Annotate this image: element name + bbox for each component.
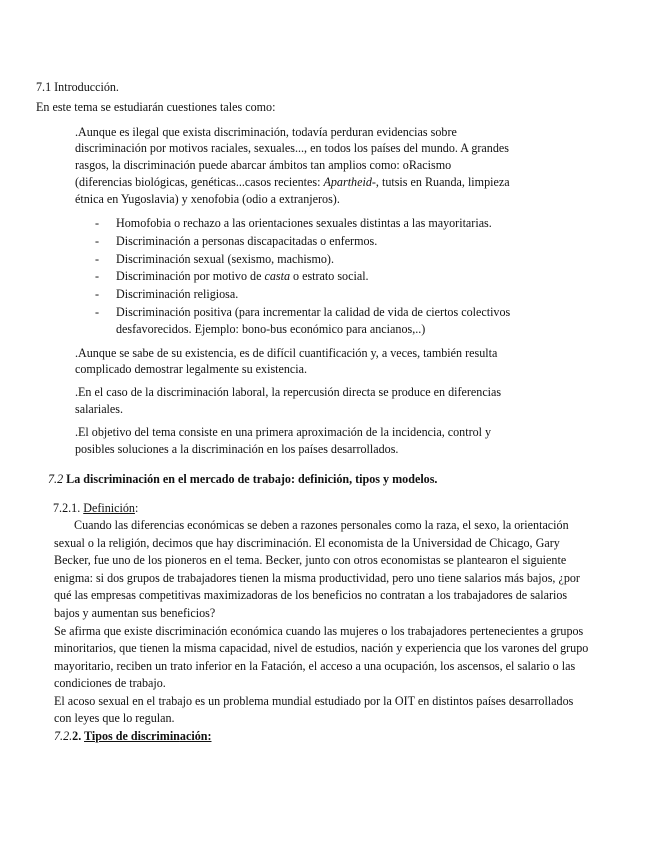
subsection-title-a: Tipos de discrimin [84,729,180,743]
text-line: mayoritario, reciben un trato inferior en la Fatación, el acceso a una ocupación, los ascensos, el salario o las [54,659,576,673]
text-run: (diferencias biológicas, genéticas...casos recientes: [75,175,324,189]
text-line: salariales. [75,402,124,416]
section-heading-7-2 [48,472,437,487]
bullet-dash: - [95,252,100,266]
intro-lead: En este tema se estudiarán cuestiones tales como: [36,100,276,114]
text-line: Se afirma que existe discriminación económica cuando las mujeres o los trabajadores pertenecientes a grupos [54,624,584,638]
text-line [75,175,510,190]
text-line: bajos y aumentan sus beneficios? [54,606,216,620]
text-line: discriminación por motivos raciales, sexuales..., en todos los países del mundo. A grandes [75,141,509,155]
text-line: .El objetivo del tema consiste en una primera aproximación de la incidencia, control y [75,425,492,439]
bullet-dash: - [95,269,100,283]
text-line: posibles soluciones a la discriminación en los países desarrollados. [75,442,399,456]
text-line: minoritarios, que tienen la misma capacidad, nivel de estudios, nación y experiencia que los varones del grupo [54,641,589,655]
text-line: .Aunque se sabe de su existencia, es de difícil cuantificación y, a veces, también resulta [75,346,498,360]
text-line: étnica en Yugoslavia) y xenofobia (odio a extranjeros). [75,192,340,206]
text-line: rasgos, la discriminación puede abarcar ámbitos tan amplios como: oRacismo [75,158,452,172]
subsection-heading-tipos [54,729,212,744]
text-run: Discriminación por motivo de [116,269,265,283]
text-run: o estrato social. [290,269,369,283]
text-line: .Aunque es ilegal que exista discriminación, todavía perduran evidencias sobre [75,125,457,139]
subsection-number-b: 2. [72,729,85,743]
text-line: Cuando las diferencias económicas se deben a razones personales como la raza, el sexo, la orientación [74,518,569,532]
list-item [116,269,369,284]
section-heading-intro: 7.1 Introducción. [36,80,119,94]
text-run: , tutsis en Ruanda, limpieza [375,175,510,189]
bullet-dash: - [95,216,100,230]
bullet-dash: - [95,287,100,301]
subsection-number: 7.2.1. [53,501,84,515]
list-item: Discriminación positiva (para incrementar la calidad de vida de ciertos colectivos [116,305,511,319]
subsection-number-a: 7.2. [54,729,73,743]
subsection-title: Definición [83,501,135,515]
bullet-dash: - [95,234,100,248]
subsection-colon: : [134,501,139,515]
subsection-title-b: ación: [179,729,212,743]
section-number: 7.2 [48,472,64,486]
section-title: La discriminación en el mercado de trabajo: definición, tipos y modelos. [63,472,438,486]
text-line: con leyes que lo regulan. [54,711,175,725]
text-line: sexual o la religión, decimos que hay discriminación. El economista de la Universidad de Chicago, Gary [54,536,560,550]
text-line: Becker, fue uno de los pioneros en el tema. Becker, junto con otros economistas se plantearon el siguiente [54,553,567,567]
text-line: enigma: si dos grupos de trabajadores tienen la misma productividad, pero uno tiene salarios más bajos, ¿por [54,571,580,585]
text-line: qué las empresas competitivas maximizadoras de los beneficios no contratan a los trabajadores de salarios [54,588,568,602]
text-line: .En el caso de la discriminación laboral, la repercusión directa se produce en diferencias [75,385,502,399]
apartheid-term: Apartheid- [323,175,376,189]
text-line: El acoso sexual en el trabajo es un problema mundial estudiado por la OIT en distintos países desarrollados [54,694,574,708]
list-item: Discriminación a personas discapacitadas o enfermos. [116,234,378,248]
text-line: complicado demostrar legalmente su existencia. [75,362,308,376]
subsection-heading-definicion [53,501,138,516]
list-item: Discriminación sexual (sexismo, machismo). [116,252,334,266]
list-item-continuation: desfavorecidos. Ejemplo: bono-bus económico para ancianos,..) [116,322,426,336]
bullet-dash: - [95,305,100,319]
list-item: Homofobia o rechazo a las orientaciones sexuales distintas a las mayoritarias. [116,216,492,230]
list-item: Discriminación religiosa. [116,287,239,301]
casta-term: casta [264,269,290,283]
text-line: condiciones de trabajo. [54,676,166,690]
